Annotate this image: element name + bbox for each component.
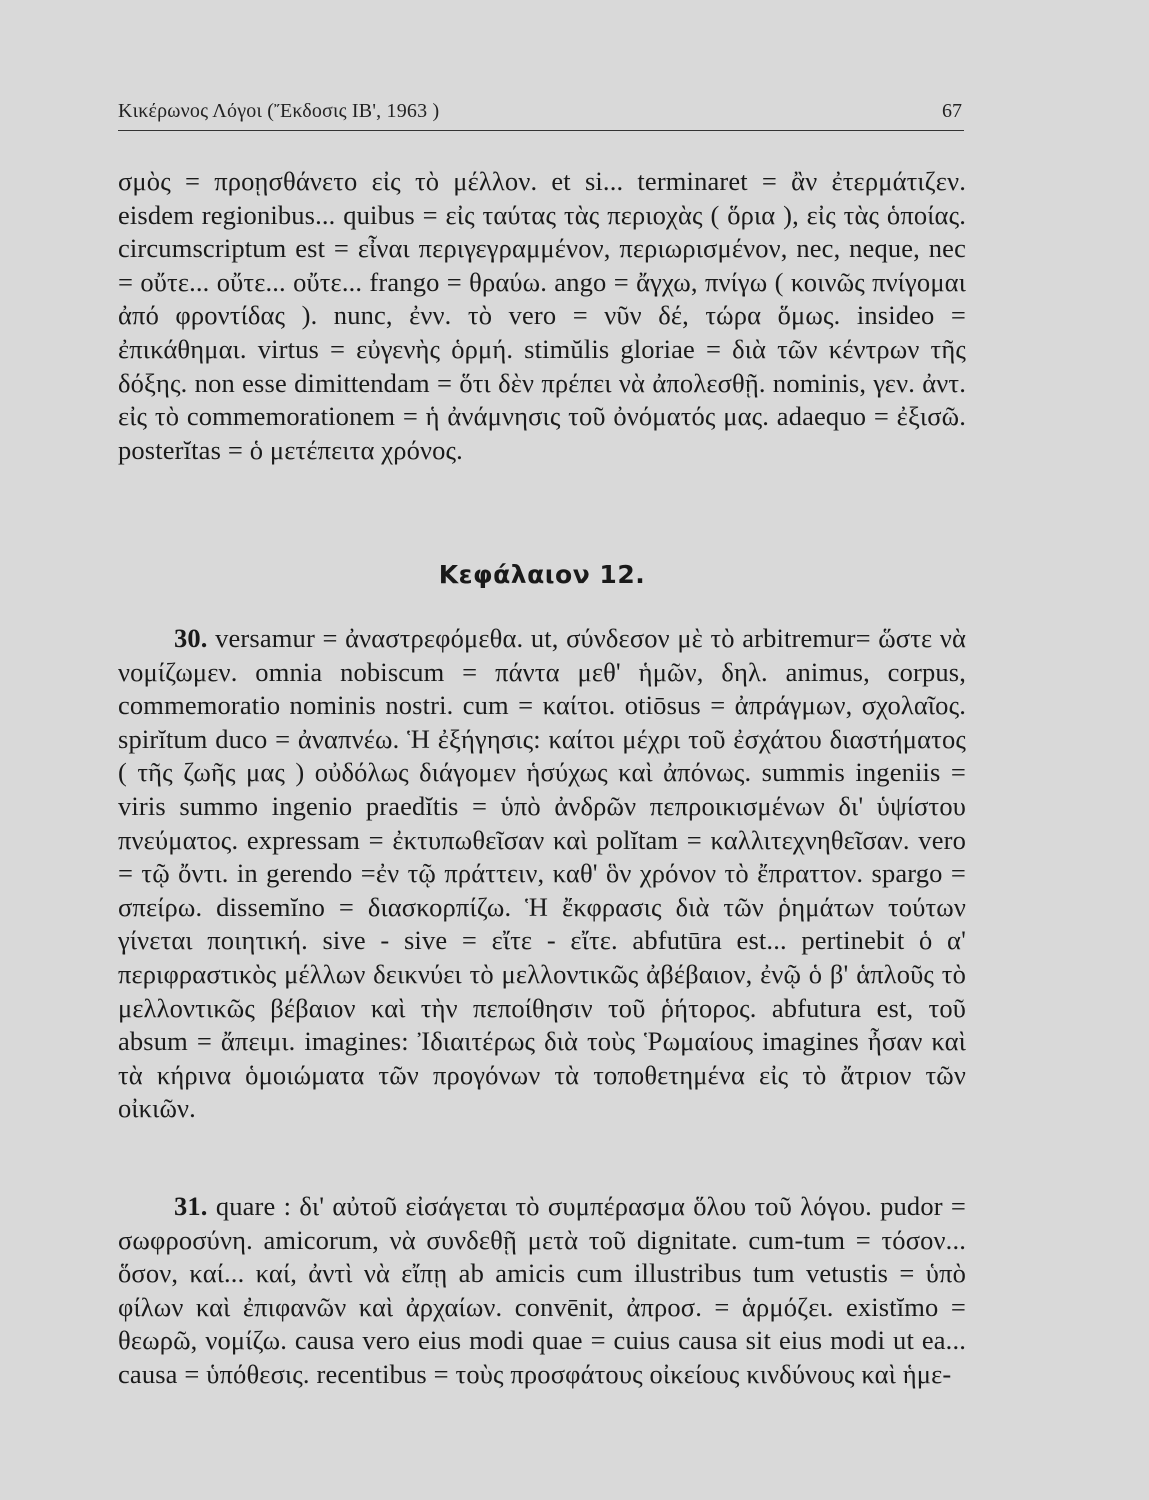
section-31-text: quare : δι' αὐτοῦ εἰσάγεται τὸ συμπέρασμα ὅλου τοῦ λόγου. pudor = σωφροσύνη. amicorum, νὰ συνδεθῇ μετὰ τοῦ dignitate. cum-tum = τόσον... ὅσον, καί... καί, ἀντὶ νὰ εἴπῃ ab amicis cum illustribus tum vetustis = ὑπὸ φίλων καὶ ἐπιφανῶν καὶ ἀρχαίων. convēnit, ἀπροσ. = ἁρμόζει. existĭmo = θεωρῶ, νομίζω. causa vero eius modi quae = cuius causa sit eius modi ut ea... causa = ὑπόθεσις. recentibus = τοὺς προσφάτους οἰκείους κινδύνους καὶ ἡμε- bbox=[118, 1191, 967, 1389]
section-30-number: 30. bbox=[174, 623, 208, 653]
section-31-number: 31. bbox=[174, 1191, 208, 1221]
section-31 bbox=[118, 1190, 966, 1392]
section-30 bbox=[118, 622, 966, 1126]
continued-paragraph: σμὸς = προῃσθάνετο εἰς τὸ μέλλον. et si... terminaret = ἂν ἐτερμάτιζεν. eisdem regionibus... quibus = εἰς ταύτας τὰς περιοχὰς ( ὅρια ), εἰς τὰς ὁποίας. circumscriptum est = εἶναι περιγεγραμμένον, περιωρισμένον, nec, neque, nec = οὔτε... οὔτε... οὔτε... frango = θραύω. ango = ἄγχω, πνίγω ( κοινῶς πνίγομαι ἀπό φροντίδας ). nunc, ἐνν. τὸ vero = νῦν δέ, τώρα ὅμως. insideo = ἐπικάθημαι. virtus = εὐγενὴς ὁρμή. stimŭlis gloriae = διὰ τῶν κέντρων τῆς δόξης. non esse dimittendam = ὅτι δὲν πρέπει νὰ ἀπολεσθῇ. nominis, γεν. ἀντ. εἰς τὸ commemorationem = ἡ ἀνάμνησις τοῦ ὀνόματός μας. adaequo = ἐξισῶ. posterĭtas = ὁ μετέπειτα χρόνος. bbox=[118, 166, 966, 465]
running-header-title: Κικέρωνος Λόγοι (Ἔκδοσις ΙΒ', 1963 ) bbox=[118, 100, 440, 122]
running-header bbox=[118, 100, 964, 131]
section-30-text: versamur = ἀναστρεφόμεθα. ut, σύνδεσον μὲ τὸ arbitremur= ὥστε νὰ νομίζωμεν. omnia nobiscum = πάντα μεθ' ἡμῶν, δηλ. animus, corpus, commemoratio nominis nostri. cum = καίτοι. otiōsus = ἀπράγμων, σχολαῖος. spirĭtum duco = ἀναπνέω. Ἡ ἐξήγησις: καίτοι μέχρι τοῦ ἐσχάτου διαστήματος ( τῆς ζωῆς μας ) οὐδόλως διάγομεν ἡσύχως καὶ ἀπόνως. summis ingeniis = viris summo ingenio praedĭtis = ὑπὸ ἀνδρῶν πεπροικισμένων δι' ὑψίστου πνεύματος. expressam = ἐκτυπωθεῖσαν καὶ polĭtam = καλλιτεχνηθεῖσαν. vero = τῷ ὄντι. in gerendo =ἐν τῷ πράττειν, καθ' ὃν χρόνον τὸ ἔπραττον. spargo = σπείρω. dissemĭno = διασκορπίζω. Ἡ ἔκφρασις διὰ τῶν ῥημάτων τούτων γίνεται ποιητική. sive - sive = εἴτε - εἴτε. abfutūra est... pertinebit ὁ α' περιφραστικὸς μέλλων δεικνύει τὸ μελλοντικῶς ἀβέβαιον, ἐνῷ ὁ β' ἁπλοῦς τὸ μελλοντικῶς βέβαιον καὶ τὴν πεποίθησιν τοῦ ῥήτορος. abfutura est, τοῦ absum = ἄπειμι. imagines: Ἰδιαιτέρως διὰ τοὺς Ῥωμαίους imagines ἦσαν καὶ τὰ κήρινα ὁμοιώματα τῶν προγόνων τὰ τοποθετημένα εἰς τὸ ἄτριον τῶν οἰκιῶν. bbox=[118, 623, 967, 1124]
chapter-heading: Κεφάλαιον 12. bbox=[438, 560, 646, 589]
page-number: 67 bbox=[942, 100, 962, 122]
